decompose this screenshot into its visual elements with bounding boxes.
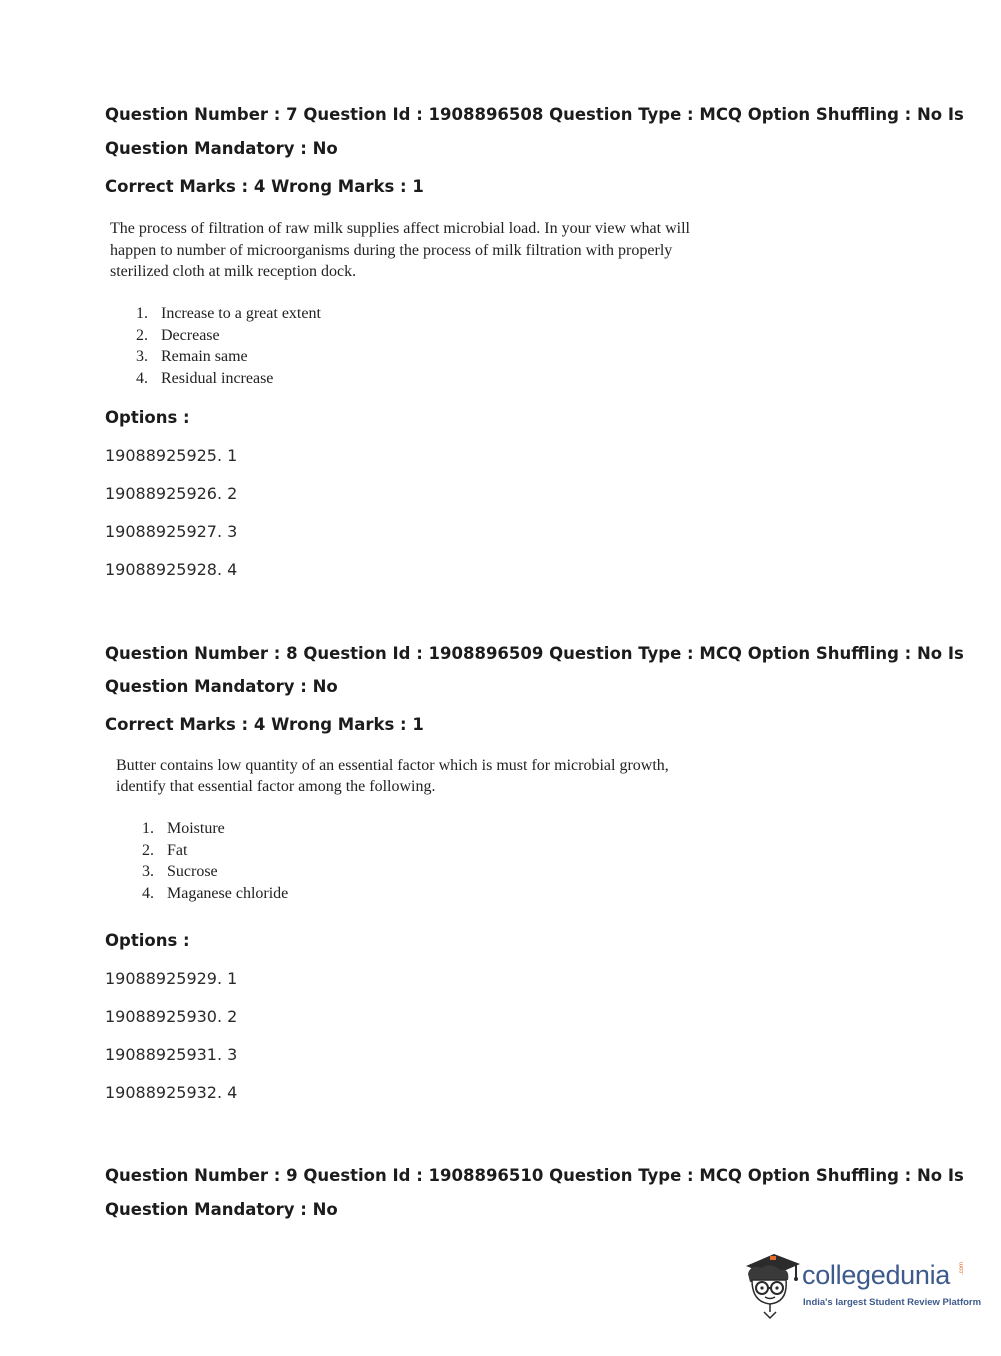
choice-text: Moisture xyxy=(167,820,225,837)
q9-header-line2: Question Mandatory : No xyxy=(105,1200,338,1219)
choice-number: 4. xyxy=(142,885,154,902)
q7-choice xyxy=(136,347,248,367)
q7-header-line2: Question Mandatory : No xyxy=(105,139,338,158)
q8-options-label: Options : xyxy=(105,931,190,950)
choice-text: Fat xyxy=(167,842,188,859)
q8-choice xyxy=(142,862,218,882)
q7-choice xyxy=(136,326,220,346)
q7-option-id: 19088925928. 4 xyxy=(105,560,238,579)
choice-number: 4. xyxy=(136,370,148,387)
q7-option-id: 19088925926. 2 xyxy=(105,484,238,503)
logo-wordmark: collegedunia xyxy=(802,1260,951,1290)
mascot-icon xyxy=(740,1248,800,1320)
choice-number: 1. xyxy=(142,820,154,837)
q8-stem-line: identify that essential factor among the following. xyxy=(116,778,436,795)
q8-header-line1: Question Number : 8 Question Id : 1908896509 Question Type : MCQ Option Shuffling : No Is xyxy=(105,644,964,663)
q7-option-id: 19088925925. 1 xyxy=(105,446,238,465)
choice-text: Remain same xyxy=(161,348,248,365)
choice-text: Increase to a great extent xyxy=(161,305,321,322)
q7-option-id: 19088925927. 3 xyxy=(105,522,238,541)
q8-choice xyxy=(142,819,225,839)
q7-stem-line: The process of filtration of raw milk supplies affect microbial load. In your view what will xyxy=(110,220,690,237)
q8-option-id: 19088925931. 3 xyxy=(105,1045,238,1064)
q7-stem-line: sterilized cloth at milk reception dock. xyxy=(110,263,357,280)
q7-marks: Correct Marks : 4 Wrong Marks : 1 xyxy=(105,177,424,196)
q9-header-line1: Question Number : 9 Question Id : 1908896510 Question Type : MCQ Option Shuffling : No Is xyxy=(105,1166,964,1185)
logo-domain-suffix: .com xyxy=(959,1262,965,1276)
q7-stem-line: happen to number of microorganisms during the process of milk filtration with properly xyxy=(110,242,673,259)
q8-marks: Correct Marks : 4 Wrong Marks : 1 xyxy=(105,715,424,734)
q8-stem-line: Butter contains low quantity of an essential factor which is must for microbial growth, xyxy=(116,757,669,774)
q7-choice xyxy=(136,304,321,324)
choice-number: 2. xyxy=(136,327,148,344)
choice-text: Maganese chloride xyxy=(167,885,289,902)
collegedunia-logo xyxy=(740,1250,982,1320)
choice-text: Residual increase xyxy=(161,370,274,387)
q8-option-id: 19088925929. 1 xyxy=(105,969,238,988)
choice-text: Sucrose xyxy=(167,863,218,880)
q8-header-line2: Question Mandatory : No xyxy=(105,677,338,696)
q8-choice xyxy=(142,884,288,904)
q8-option-id: 19088925930. 2 xyxy=(105,1007,238,1026)
choice-number: 3. xyxy=(142,863,154,880)
q8-choice xyxy=(142,841,187,861)
choice-number: 2. xyxy=(142,842,154,859)
q7-options-label: Options : xyxy=(105,408,190,427)
q7-choice xyxy=(136,369,273,389)
q7-header-line1: Question Number : 7 Question Id : 1908896508 Question Type : MCQ Option Shuffling : No Is xyxy=(105,105,964,124)
choice-number: 1. xyxy=(136,305,148,322)
logo-tagline: India's largest Student Review Platform xyxy=(803,1297,982,1308)
q8-option-id: 19088925932. 4 xyxy=(105,1083,238,1102)
choice-text: Decrease xyxy=(161,327,220,344)
choice-number: 3. xyxy=(136,348,148,365)
